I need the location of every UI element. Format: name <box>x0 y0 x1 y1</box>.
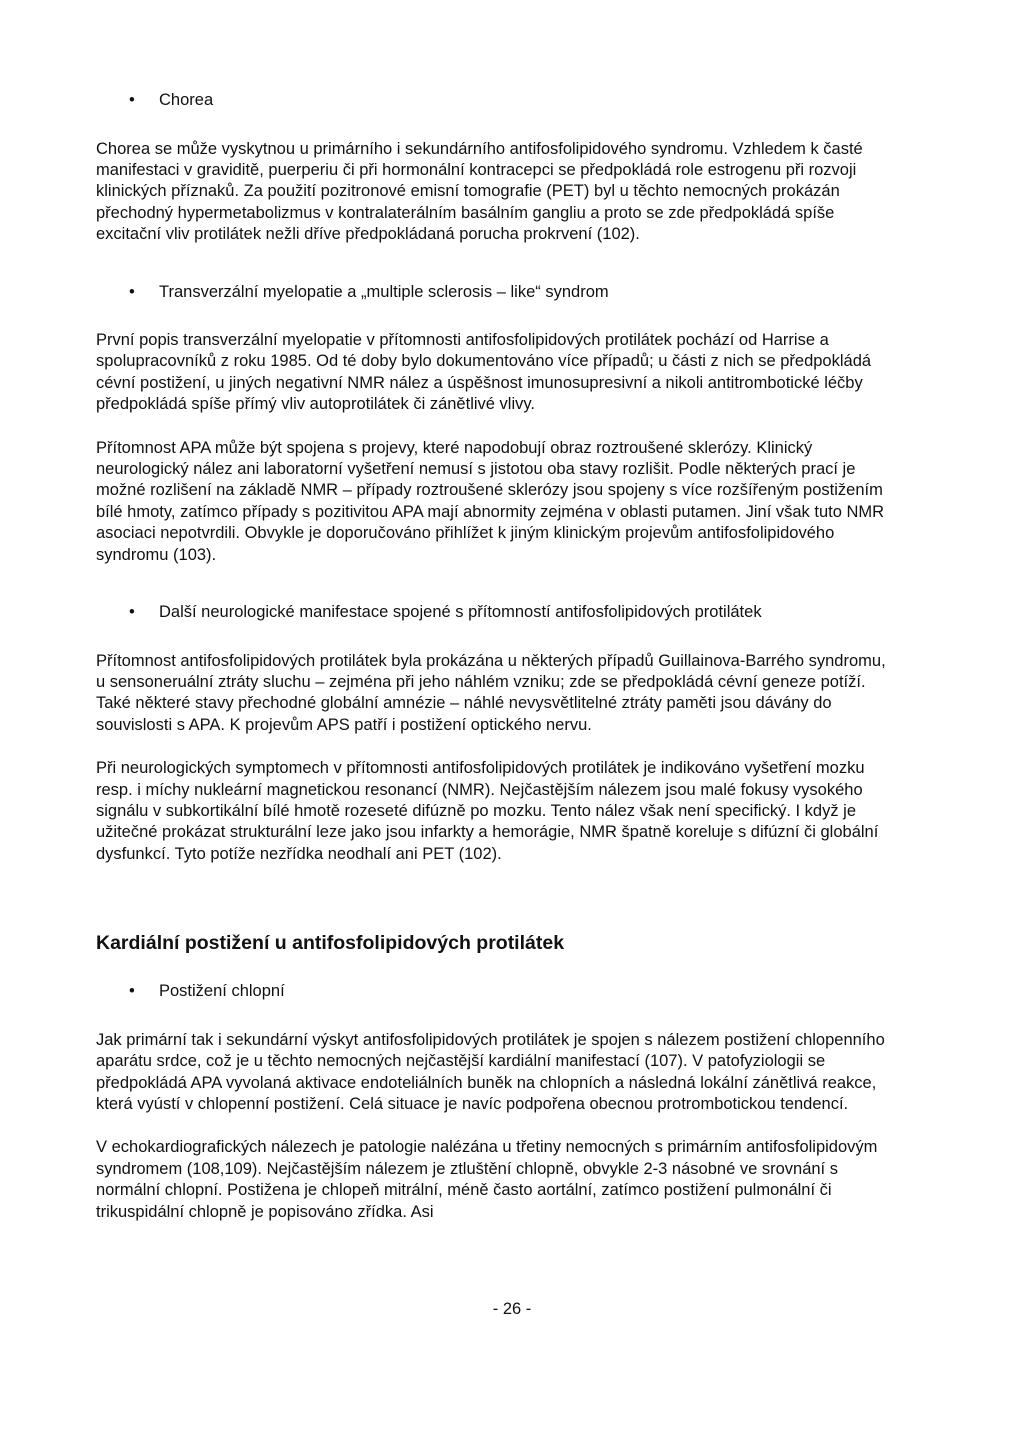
page-number: - 26 - <box>492 1300 532 1318</box>
bullet-dot: • <box>129 603 135 622</box>
document-page <box>96 90 896 1223</box>
paragraph-other-1: Přítomnost antifosfolipidových protilátek byla prokázána u některých případů Guillainova-Barrého syndromu, u sensoneruální ztráty sluchu – zejména při jeho náhlém vzniku; zde se předpokládá cévní geneze potíží. Také některé stavy přechodné globální amnézie – náhlé nevysvětlitelné ztráty paměti jsou dávány do souvislosti s APA. K projevům APS patří i postižení optického nervu. <box>96 651 886 734</box>
section-heading-cardiac: Kardiální postižení u antifosfolipidových protilátek <box>96 932 565 955</box>
paragraph-valve-2: V echokardiografických nálezech je patologie nalézána u třetiny nemocných s primárním antifosfolipidovým syndromem (108,109). Nejčastějším nálezem je ztluštění chlopně, obvykle 2-3 násobné ve srovnání s normální chlopní. Postižena je chlopeň mitrální, méně často aortální, zatímco postižení pulmonální či trikuspidální chlopně je popisováno zřídka. Asi <box>96 1138 878 1221</box>
paragraph-myelopathy-2: Přítomnost APA může být spojena s projevy, které napodobují obraz roztroušené sklerózy. Klinický neurologický nález ani laboratorní vyšetření nemusí s jistotou oba stavy rozlišit. Podle některých prací je možné rozlišení na základě NMR – případy roztroušené sklerózy jsou spojeny s více rozšířeným postižením bílé hmoty, zatímco případy s pozitivitou APA mají abnormity zejména v oblasti putamen. Jiní však tuto NMR asociaci nepotvrdili. Obvykle je doporučováno přihlížet k jiným klinickým projevům antifosfolipidového syndromu (103). <box>96 438 885 564</box>
bullet-valve <box>96 981 896 1003</box>
paragraph-myelopathy-1: První popis transverzální myelopatie v přítomnosti antifosfolipidových protilátek pochází od Harrise a spolupracovníků z roku 1985. Od té doby bylo dokumentováno více případů; u části z nich se předpokládá cévní postižení, u jiných negativní NMR nález a úspěšnost imunosupresivní a nikoli antitrombotické léčby předpokládá spíše přímý vliv autoprotilátek či zánětlivé vlivy. <box>96 331 872 414</box>
bullet-text: Chorea <box>159 91 214 109</box>
bullet-text: Transverzální myelopatie a „multiple sclerosis – like“ syndrom <box>159 282 609 301</box>
bullet-dot: • <box>129 982 135 1001</box>
paragraph-valve-1: Jak primární tak i sekundární výskyt antifosfolipidových protilátek je spojen s nálezem postižení chlopenního aparátu srdce, což je u těchto nemocných nejčastější kardiální manifestací (107). V patofyziologii se předpokládá APA vyvolaná aktivace endoteliálních buněk na chlopních a následná lokální zánětlivá reakce, která vyústí v chlopenní postižení. Celá situace je navíc podpořena obecnou protrombotickou tendencí. <box>96 1030 885 1113</box>
bullet-text: Další neurologické manifestace spojené s přítomností antifosfolipidových protilátek <box>159 603 762 622</box>
bullet-dot: • <box>129 282 135 301</box>
paragraph-chorea: Chorea se může vyskytnou u primárního i sekundárního antifosfolipidového syndromu. Vzhledem k časté manifestaci v graviditě, puerperiu či při hormonální kontracepci se předpokládá role estrogenu při rozvoji klinických příznaků. Za použití pozitronové emisní tomografie (PET) byl u těchto nemocných prokázán přechodný hypermetabolizmus v kontralaterálním basálním gangliu a proto se zde předpokládá spíše excitační vliv protilátek nežli dříve předpokládaná porucha prokrvení (102). <box>96 139 863 244</box>
bullet-chorea <box>96 90 896 112</box>
bullet-other-manifestations <box>96 602 896 624</box>
bullet-myelopathy <box>96 282 896 304</box>
bullet-dot: • <box>129 91 135 109</box>
paragraph-other-2: Při neurologických symptomech v přítomnosti antifosfolipidových protilátek je indikováno vyšetření mozku resp. i míchy nukleární magnetickou resonancí (NMR). Nejčastějším nálezem jsou malé fokusy vysokého signálu v subkortikální bílé hmotě rozeseté difúzně po mozku. Tento nález však není specifický. I když je užitečné prokázat strukturální leze jako jsou infarkty a hemorágie, NMR špatně koreluje s difúzní či globální dysfunkcí. Tyto potíže nezřídka neodhalí ani PET (102). <box>96 759 879 863</box>
bullet-text: Postižení chlopní <box>159 982 285 1001</box>
